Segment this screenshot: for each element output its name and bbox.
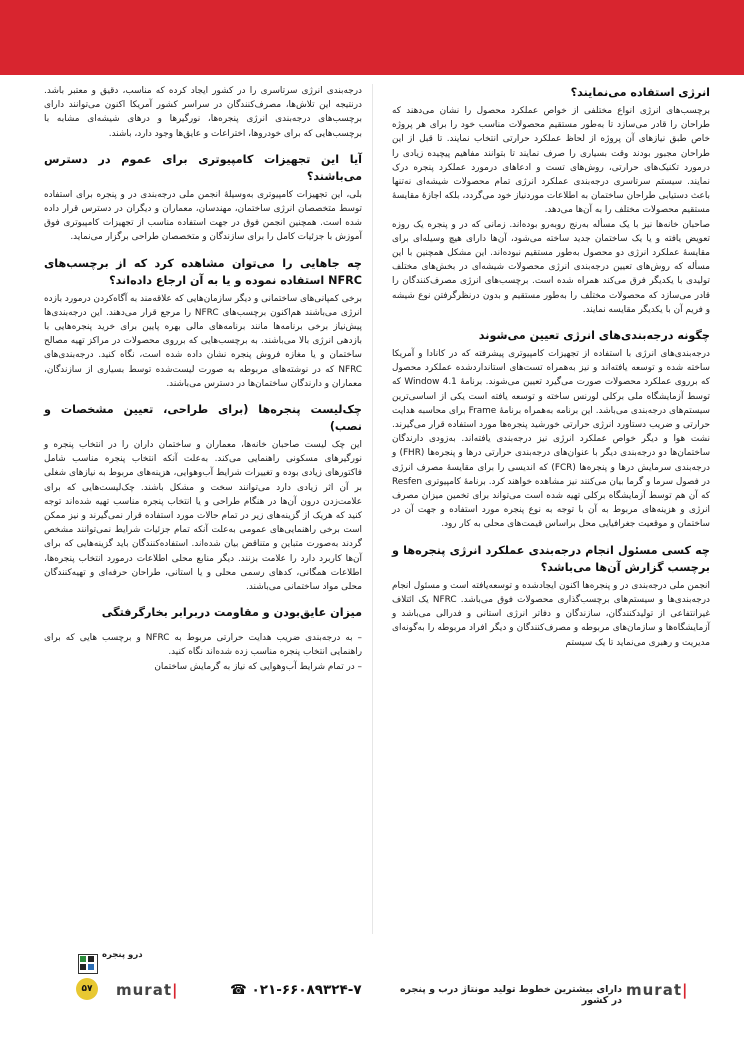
paragraph: انجمن ملی درجه‌بندی در و پنجره‌ها اکنون ایجادشده و توسعه‌یافته است و مسئول انجام درجه‌بندی‌ها و سیستم‌های برچسب‌گذاری محصولات فوق می‌باشد. NFRC یک ائتلاف غیرانتفاعی از تولیدکنندگان، سازندگان و دفاتر انرژی استانی و فدرالی می‌باشد و آزمایشگاه‌ها و سازمان‌های مربوطه و مصرف‌کنندگان و دیگر افراد مربوطه را به‌گونه‌ای مدیریت و رهبری می‌نماید تا یک سیستم — [392, 580, 710, 648]
footer-tagline: دارای بیشترین خطوط تولید مونتاژ درب و پنجره در کشور — [399, 984, 622, 1006]
bullet-item-1: – به درجه‌بندی ضریب هدایت حرارتی مربوط به NFRC و برچسب هایی که برای راهنمایی انتخاب پنجره مناسب زده شده‌اند نگاه کنید. — [44, 633, 362, 658]
paragraph: بلی، این تجهیزات کامپیوتری به‌وسیلهٔ انجمن ملی درجه‌بندی در و پنجره برای استفاده توسط متخصصان انرژی ساختمان، مهندسان، معماران و دیگران در دسترس قرار داده شده است. همچنین انجمن فوق در جهت استفاده مناسب از تجهیزات کامپیوتری فوق آموزش با جزئیات کامل را برای سازندگان و متخصصان طراحی برگزار می‌نماید. — [44, 189, 362, 243]
section-heading: چه کسی مسئول انجام درجه‌بندی عملکرد انرژی پنجره‌ها و برچسب گزارش آن‌ها می‌باشد؟ — [392, 543, 710, 574]
column-divider — [372, 84, 373, 934]
left_column-section — [44, 401, 362, 594]
section-heading: چک‌لیست پنجره‌ها (برای طراحی، تعیین مشخصات و نصب) — [44, 403, 362, 434]
left-column — [44, 84, 362, 674]
left_column-section — [44, 84, 362, 141]
paragraph: صاحبان خانه‌ها نیز با یک مسأله به‌رنج روبه‌رو بوده‌اند. زمانی که در و پنجره یک روزه تعویض یافته و یا یک ساختمان جدید ساخته می‌شود، آن‌ها دارای هیچ وسیله‌ای برای مقایسهٔ عملکرد انرژی دو محصول به‌طور مستقیم نبوده‌اند. این مشکل همچنین با این مسأله که روش‌های تعیین درجه‌بندی انرژی محصولات شیشه‌ای در بخش‌های مختلف تولیدی با یکدیگر فرق می‌کند همراه شده است. برچسب‌های انرژی مصرف‌کنندگان را قادر می‌سازد که محصولات مختلف را به‌طور مستقیم و بدون درنظرگرفتن نوع شیشه و فریم آن با یکدیگر مقایسه نمایند. — [392, 219, 710, 315]
section-heading: چه جاهایی را می‌توان مشاهده کرد که از برچسب‌های NFRC استفاده نموده و یا به آن ارجاع داده‌اند؟ — [44, 256, 362, 287]
right-column — [392, 84, 710, 660]
bullet-item-2: – در تمام شرایط آب‌وهوایی که نیاز به گرمایش ساختمان — [154, 661, 362, 672]
right_column-section — [392, 84, 710, 317]
murat-logo-right: murat| — [626, 981, 689, 999]
section-heading: میزان عایق‌بودن و مقاومت دربرابر بخارگرفتگی — [101, 606, 362, 620]
section-heading: چگونه درجه‌بندی‌های انرژی تعیین می‌شوند — [478, 329, 710, 343]
page-number: ۵۷ — [76, 978, 98, 1000]
section-heading: آیا این تجهیزات کامپیوتری برای عموم در دسترس می‌باشند؟ — [44, 152, 362, 183]
footer-phone: ☎ ۰۲۱-۶۶۰۸۹۳۲۴-۷ — [230, 982, 362, 998]
right_column-section — [392, 327, 710, 532]
magazine-name: درو پنجره — [102, 950, 143, 960]
paragraph: برخی کمپانی‌های ساختمانی و دیگر سازمان‌هایی که علاقه‌مند به آگاه‌کردن درمورد بازده انرژی می‌باشند هم‌اکنون برچسب‌های NFRC را مرجع قرار می‌دهند. این درجه‌بندی‌ها پیش‌نیاز برخی برنامه‌ها مانند برنامه‌های مالی بهره پایین برای خرید پنجره‌هایی با بازدهی انرژی بالا می‌باشند. به برچسب‌هایی که برروی محصولات در مراکز تهیه مصالح ساختمان و یا مغازه فروش پنجره نشان داده شده است، نگاه کنید. درجه‌بندی‌های NFRC که در نوشته‌های مربوطه به صورت لیست‌شده توسط بسیاری از سازندگان، معماران و دارندگان ساختمان‌ها در دسترس می‌باشند. — [44, 293, 362, 389]
paragraph: درجه‌بندی انرژی سرتاسری را در کشور ایجاد کرده که مناسب، دقیق و معتبر باشد. درنتیجه این تلاش‌ها، مصرف‌کنندگان در سراسر کشور آمریکا اکنون می‌توانند دارای برچسب‌های درجه‌بندی انرژی پنجره‌ها، نورگیرها و درهای شیشه‌ای مشابه با برچسب‌هایی که برای خودروها، اختراعات و عایق‌ها وجود دارد، باشند. — [44, 86, 362, 139]
left_column-section — [44, 604, 362, 621]
paragraph: درجه‌بندی‌های انرژی با استفاده از تجهیزات کامپیوتری پیشرفته که در کانادا و آمریکا ساخته شده و توسعه یافته‌اند و نیز به‌همراه تست‌های استانداردشده عملکرد محصول که برروی عملکرد محصولات صورت می‌گیرد تعیین می‌شوند. برنامهٔ Window 4.1 که توسط آزمایشگاه ملی برکلی لورنس ساخته و توسعه یافته است یکی از اساسی‌ترین سیستم‌های درجه‌بندی می‌باشد. این برنامه به‌همراه برنامهٔ Frame برای محاسبه هدایت حرارتی و ضریب دستاورد انرژی حرارتی خورشید پنجره‌ها مورد استفاده قرار می‌گیرند. نشت هوا و دیگر خواص عملکرد انرژی نیز درجه‌بندی یافته‌اند. به‌زودی دارندگان ساختمان‌ها دو درجه‌بندی دیگر با عنوان‌های درجه‌بندی حرارتی درها و پنجره‌ها (FHR) و درجه‌بندی سرمایش درها و پنجره‌ها (FCR) که اندیسی را برای مقایسهٔ مصرف انرژی در فصول سرما و گرما بیان می‌کنند نیز مشاهده خواهند کرد. برنامهٔ کامپیوتری Resfen که آن هم توسط آزمایشگاه برکلی تهیه شده است می‌تواند برای تخمین میزان مصرف انرژی و هزینه‌های مربوط به آن با توجه به نوع پنجره مورد استفاده و جهت آن در ساختمان و موقعیت جغرافیایی محل براساس قیمت‌های محلی به کار رود. — [392, 349, 711, 530]
top-banner — [0, 0, 744, 75]
paragraph: برچسب‌های انرژی انواع مختلفی از خواص عملکرد محصول را نشان می‌دهند که طراحان را قادر می‌سازد تا به‌طور مستقیم محصولات مناسب خود را برای هر پروژه خاص طبق نیازهای آن پروژه از لحاظ عملکرد حرارتی انتخاب نمایند. تا قبل از این طراحان مجبور بودند وقت بسیاری را صرف نمایند تا بتوانند مفاهیم پیچیده زیادی را درمورد تکنیک‌های حرارتی، روش‌های تست و ادعاهای درمورد عملکرد پنجره درک نمایند. سیستم سرتاسری درجه‌بندی عملکرد انرژی تمام محصولات شیشه‌ای نه‌تنها باعث دستیابی طراحان ساختمان به اطلاعات موردنیاز خود می‌گردد، بلکه اجازهٔ مقایسهٔ مستقیم محصولات مختلف را به آن‌ها می‌دهد. — [392, 106, 710, 216]
page-footer — [30, 950, 720, 1028]
section-heading: انرژی استفاده می‌نمایند؟ — [570, 86, 710, 99]
left_column-section — [44, 255, 362, 391]
left_column-section — [44, 151, 362, 245]
phone-icon: ☎ — [230, 982, 252, 998]
magazine-logo-icon — [78, 954, 98, 974]
paragraph: این چک لیست صاحبان خانه‌ها، معماران و ساختمان داران را در انتخاب پنجره و نورگیرهای مسکونی راهنمایی می‌کند. به‌علت آنکه انتخاب پنجره مناسب شامل فاکتورهای زیادی بوده و تغییرات شرایط آب‌وهوایی، هزینه‌های مربوط به نیازهای شغلی بر آن اثر زیادی دارد می‌توانند سخت و مشکل باشند. چک‌لیست‌هایی که برای علامت‌زدن درون آن‌ها در هنگام طراحی و یا انتخاب پنجره مناسب تهیه شده‌اند توجه کنید که هریک از گزینه‌های زیر در تمام حالات مورد استفاده قرار نمی‌گیرند و نیز ممکن است برخی راهنمایی‌های عمومی به‌علت آنکه تمام جزئیات شرایط نمی‌توانند مشخص گردند به‌صورت متباین و متناقض بیان شده‌اند. استفاده‌کنندگان باید گزینه‌هایی که برای آن‌ها کاربرد دارد را علامت بزنند. دیگر منابع محلی اطلاعات درمورد انتخاب پنجره‌ها، اطلاعات همگانی، کدهای رسمی محلی و یا استانی، طراحان حرفه‌ای و تهیه‌کنندگان محلی مواد ساختمانی می‌باشند. — [44, 440, 362, 593]
right_column-section — [392, 542, 710, 650]
murat-logo-left: murat| — [116, 981, 179, 999]
